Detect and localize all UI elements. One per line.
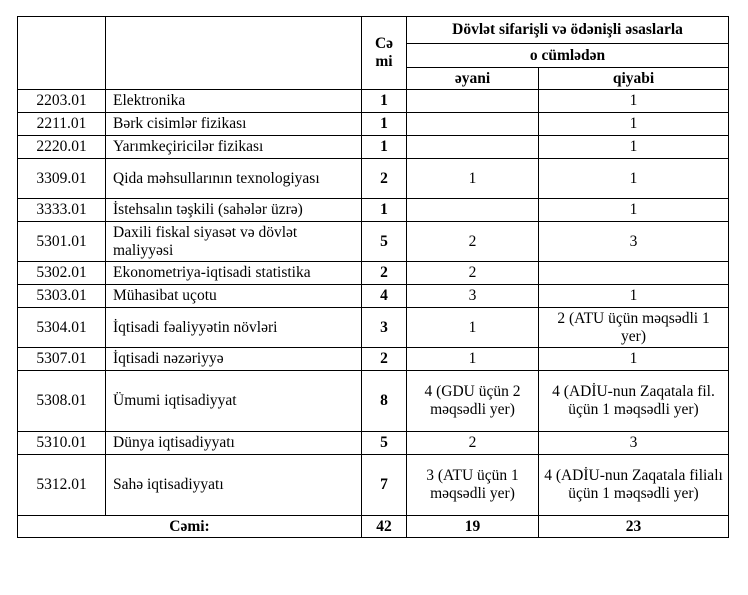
table-row <box>18 90 729 113</box>
row-total: 2 <box>362 159 407 199</box>
row-total: 5 <box>362 432 407 455</box>
row-ayani: 3 (ATU üçün 1 məqsədli yer) <box>407 455 539 516</box>
row-total: 1 <box>362 136 407 159</box>
row-qiyabi: 1 <box>539 136 729 159</box>
row-qiyabi: 1 <box>539 159 729 199</box>
header-name <box>106 17 362 90</box>
row-ayani <box>407 199 539 222</box>
row-name: İqtisadi fəaliyyətin növləri <box>106 308 362 348</box>
row-code: 5308.01 <box>18 371 106 432</box>
total-row <box>18 516 729 538</box>
table-row <box>18 371 729 432</box>
row-total: 5 <box>362 222 407 262</box>
row-ayani: 3 <box>407 285 539 308</box>
row-code: 5312.01 <box>18 455 106 516</box>
row-qiyabi: 1 <box>539 285 729 308</box>
table-row <box>18 432 729 455</box>
footer-label: Cəmi: <box>18 516 362 538</box>
row-name: Bərk cisimlər fizikası <box>106 113 362 136</box>
row-qiyabi: 1 <box>539 348 729 371</box>
row-code: 3333.01 <box>18 199 106 222</box>
row-name: İqtisadi nəzəriyyə <box>106 348 362 371</box>
table-row <box>18 199 729 222</box>
table-row <box>18 222 729 262</box>
header-group: Dövlət sifarişli və ödənişli əsaslarla <box>407 17 729 44</box>
row-total: 2 <box>362 262 407 285</box>
row-qiyabi: 1 <box>539 199 729 222</box>
table-row <box>18 455 729 516</box>
row-ayani <box>407 113 539 136</box>
row-code: 5301.01 <box>18 222 106 262</box>
row-code: 5303.01 <box>18 285 106 308</box>
row-code: 5304.01 <box>18 308 106 348</box>
row-name: Elektronika <box>106 90 362 113</box>
row-code: 2203.01 <box>18 90 106 113</box>
header-ayani: əyani <box>407 68 539 90</box>
footer-ayani: 19 <box>407 516 539 538</box>
row-code: 2211.01 <box>18 113 106 136</box>
row-code: 3309.01 <box>18 159 106 199</box>
header-total: Cəmi <box>362 17 407 90</box>
header-code <box>18 17 106 90</box>
row-total: 2 <box>362 348 407 371</box>
row-total: 4 <box>362 285 407 308</box>
row-total: 1 <box>362 199 407 222</box>
row-total: 8 <box>362 371 407 432</box>
footer-total: 42 <box>362 516 407 538</box>
row-name: Mühasibat uçotu <box>106 285 362 308</box>
row-name: İstehsalın təşkili (sahələr üzrə) <box>106 199 362 222</box>
row-qiyabi: 1 <box>539 90 729 113</box>
row-ayani <box>407 90 539 113</box>
row-name: Ümumi iqtisadiyyat <box>106 371 362 432</box>
table-row <box>18 113 729 136</box>
row-ayani: 2 <box>407 262 539 285</box>
table-row <box>18 159 729 199</box>
table-row <box>18 285 729 308</box>
row-total: 7 <box>362 455 407 516</box>
row-name: Yarımkeçiricilər fizikası <box>106 136 362 159</box>
row-code: 5307.01 <box>18 348 106 371</box>
table-row <box>18 348 729 371</box>
table-row <box>18 308 729 348</box>
admission-table <box>17 16 729 538</box>
row-ayani: 2 <box>407 432 539 455</box>
row-name: Qida məhsullarının texnologiyası <box>106 159 362 199</box>
table-row <box>18 136 729 159</box>
row-qiyabi: 1 <box>539 113 729 136</box>
row-name: Ekonometriya-iqtisadi statistika <box>106 262 362 285</box>
row-name: Dünya iqtisadiyyatı <box>106 432 362 455</box>
row-name: Daxili fiskal siyasət və dövlət maliyyəsi <box>106 222 362 262</box>
row-qiyabi: 4 (ADİU-nun Zaqatala fil. üçün 1 məqsədli yer) <box>539 371 729 432</box>
row-ayani: 2 <box>407 222 539 262</box>
row-total: 3 <box>362 308 407 348</box>
row-ayani: 1 <box>407 348 539 371</box>
row-total: 1 <box>362 113 407 136</box>
header-sub: o cümlədən <box>407 44 729 68</box>
row-ayani: 4 (GDU üçün 2 məqsədli yer) <box>407 371 539 432</box>
row-total: 1 <box>362 90 407 113</box>
row-code: 5302.01 <box>18 262 106 285</box>
row-code: 5310.01 <box>18 432 106 455</box>
header-qiyabi: qiyabi <box>539 68 729 90</box>
row-ayani: 1 <box>407 159 539 199</box>
row-qiyabi: 3 <box>539 222 729 262</box>
row-qiyabi: 3 <box>539 432 729 455</box>
row-code: 2220.01 <box>18 136 106 159</box>
row-qiyabi: 4 (ADİU-nun Zaqatala filialı üçün 1 məqsədli yer) <box>539 455 729 516</box>
footer-qiyabi: 23 <box>539 516 729 538</box>
row-qiyabi: 2 (ATU üçün məqsədli 1 yer) <box>539 308 729 348</box>
row-name: Sahə iqtisadiyyatı <box>106 455 362 516</box>
row-ayani: 1 <box>407 308 539 348</box>
row-qiyabi <box>539 262 729 285</box>
row-ayani <box>407 136 539 159</box>
table-row <box>18 262 729 285</box>
